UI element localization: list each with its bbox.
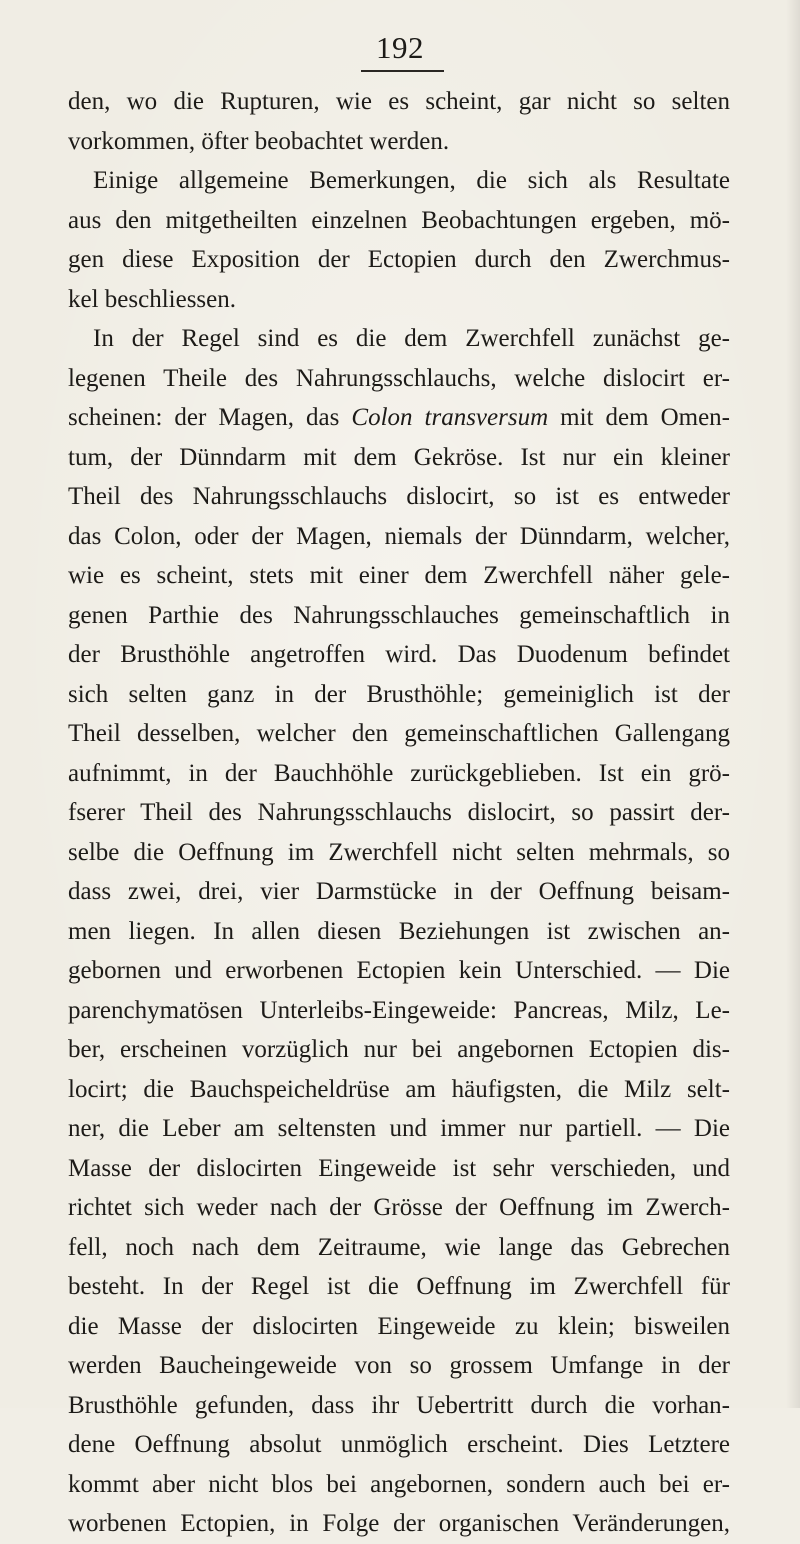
text-line: gen diese Exposition der Ectopien durch den Zwerchmus-: [68, 246, 730, 273]
text-line: legenen Theile des Nahrungsschlauchs, welche dislocirt er-: [68, 364, 730, 392]
text-line: worbenen Ectopien, in Folge der organischen Veränderungen,: [68, 1510, 730, 1537]
text-line: fell, noch nach dem Zeitraume, wie lange das Gebrechen: [68, 1233, 730, 1261]
text-line: In der Regel sind es die dem Zwerchfell zunächst ge-: [93, 325, 730, 352]
text-line: Masse der dislocirten Eingeweide ist sehr verschieden, und: [68, 1154, 730, 1182]
text-line: kel beschliessen.: [68, 285, 237, 313]
text-line: dass zwei, drei, vier Darmstücke in der Oeffnung beisam-: [68, 878, 730, 905]
text-line: das Colon, oder der Magen, niemals der Dünndarm, welcher,: [68, 522, 730, 550]
text-line: vorkommen, öfter beobachtet werden.: [68, 127, 450, 155]
body-text: [68, 82, 730, 1544]
text-line: gebornen und erworbenen Ectopien kein Unterschied. — Die: [68, 957, 730, 984]
text-line: kommt aber nicht blos bei angebornen, sondern auch bei er-: [68, 1470, 730, 1498]
italic-term: Colon transversum: [351, 404, 549, 431]
text-line: der Brusthöhle angetroffen wird. Das Duodenum befindet: [68, 641, 730, 668]
text-line: sich selten ganz in der Brusthöhle; gemeiniglich ist der: [68, 680, 730, 708]
text-line: ner, die Leber am seltensten und immer nur partiell. — Die: [68, 1115, 730, 1142]
text-line: men liegen. In allen diesen Beziehungen ist zwischen an-: [68, 917, 730, 945]
text-line: Brusthöhle gefunden, dass ihr Uebertritt durch die vorhan-: [68, 1391, 730, 1419]
text-line-with-italic: [68, 398, 730, 438]
text-line: dene Oeffnung absolut unmöglich erscheint. Dies Letztere: [68, 1431, 730, 1458]
text-line: werden Baucheingeweide von so grossem Umfange in der: [68, 1352, 730, 1379]
text-line: besteht. In der Regel ist die Oeffnung im Zwerchfell für: [68, 1273, 730, 1300]
text-line: Theil desselben, welcher den gemeinschaftlichen Gallengang: [68, 720, 730, 747]
text-line: die Masse der dislocirten Eingeweide zu klein; bisweilen: [68, 1312, 730, 1340]
text-line: aufnimmt, in der Bauchhöhle zurückgeblieben. Ist ein grö-: [68, 759, 730, 787]
page-number-rule: [361, 70, 444, 72]
text-line: ber, erscheinen vorzüglich nur bei angebornen Ectopien dis-: [68, 1036, 730, 1063]
text-line: aus den mitgetheilten einzelnen Beobachtungen ergeben, mö-: [68, 206, 730, 234]
text-segment: mit dem Omen-: [560, 404, 730, 431]
text-line: den, wo die Rupturen, wie es scheint, gar nicht so selten: [68, 88, 730, 115]
text-line: wie es scheint, stets mit einer dem Zwerchfell näher gele-: [68, 562, 730, 589]
text-segment: scheinen: der Magen, das: [68, 404, 340, 431]
text-line: selbe die Oeffnung im Zwerchfell nicht selten mehrmals, so: [68, 838, 730, 866]
text-line: tum, der Dünndarm mit dem Gekröse. Ist nur ein kleiner: [68, 443, 730, 471]
text-line: fserer Theil des Nahrungsschlauchs dislocirt, so passirt der-: [68, 799, 730, 826]
text-line: locirt; die Bauchspeicheldrüse am häufigsten, die Milz selt-: [68, 1075, 730, 1103]
text-line: richtet sich weder nach der Grösse der Oeffnung im Zwerch-: [68, 1194, 730, 1221]
text-line: Theil des Nahrungsschlauchs dislocirt, so ist es entweder: [68, 483, 730, 510]
page-number: 192: [376, 30, 424, 65]
page-edge-shadow: [786, 0, 800, 1408]
text-line: parenchymatösen Unterleibs-Eingeweide: Pancreas, Milz, Le-: [68, 996, 730, 1024]
text-line: Einige allgemeine Bemerkungen, die sich als Resultate: [93, 167, 730, 194]
text-line: genen Parthie des Nahrungsschlauches gemeinschaftlich in: [68, 601, 730, 629]
